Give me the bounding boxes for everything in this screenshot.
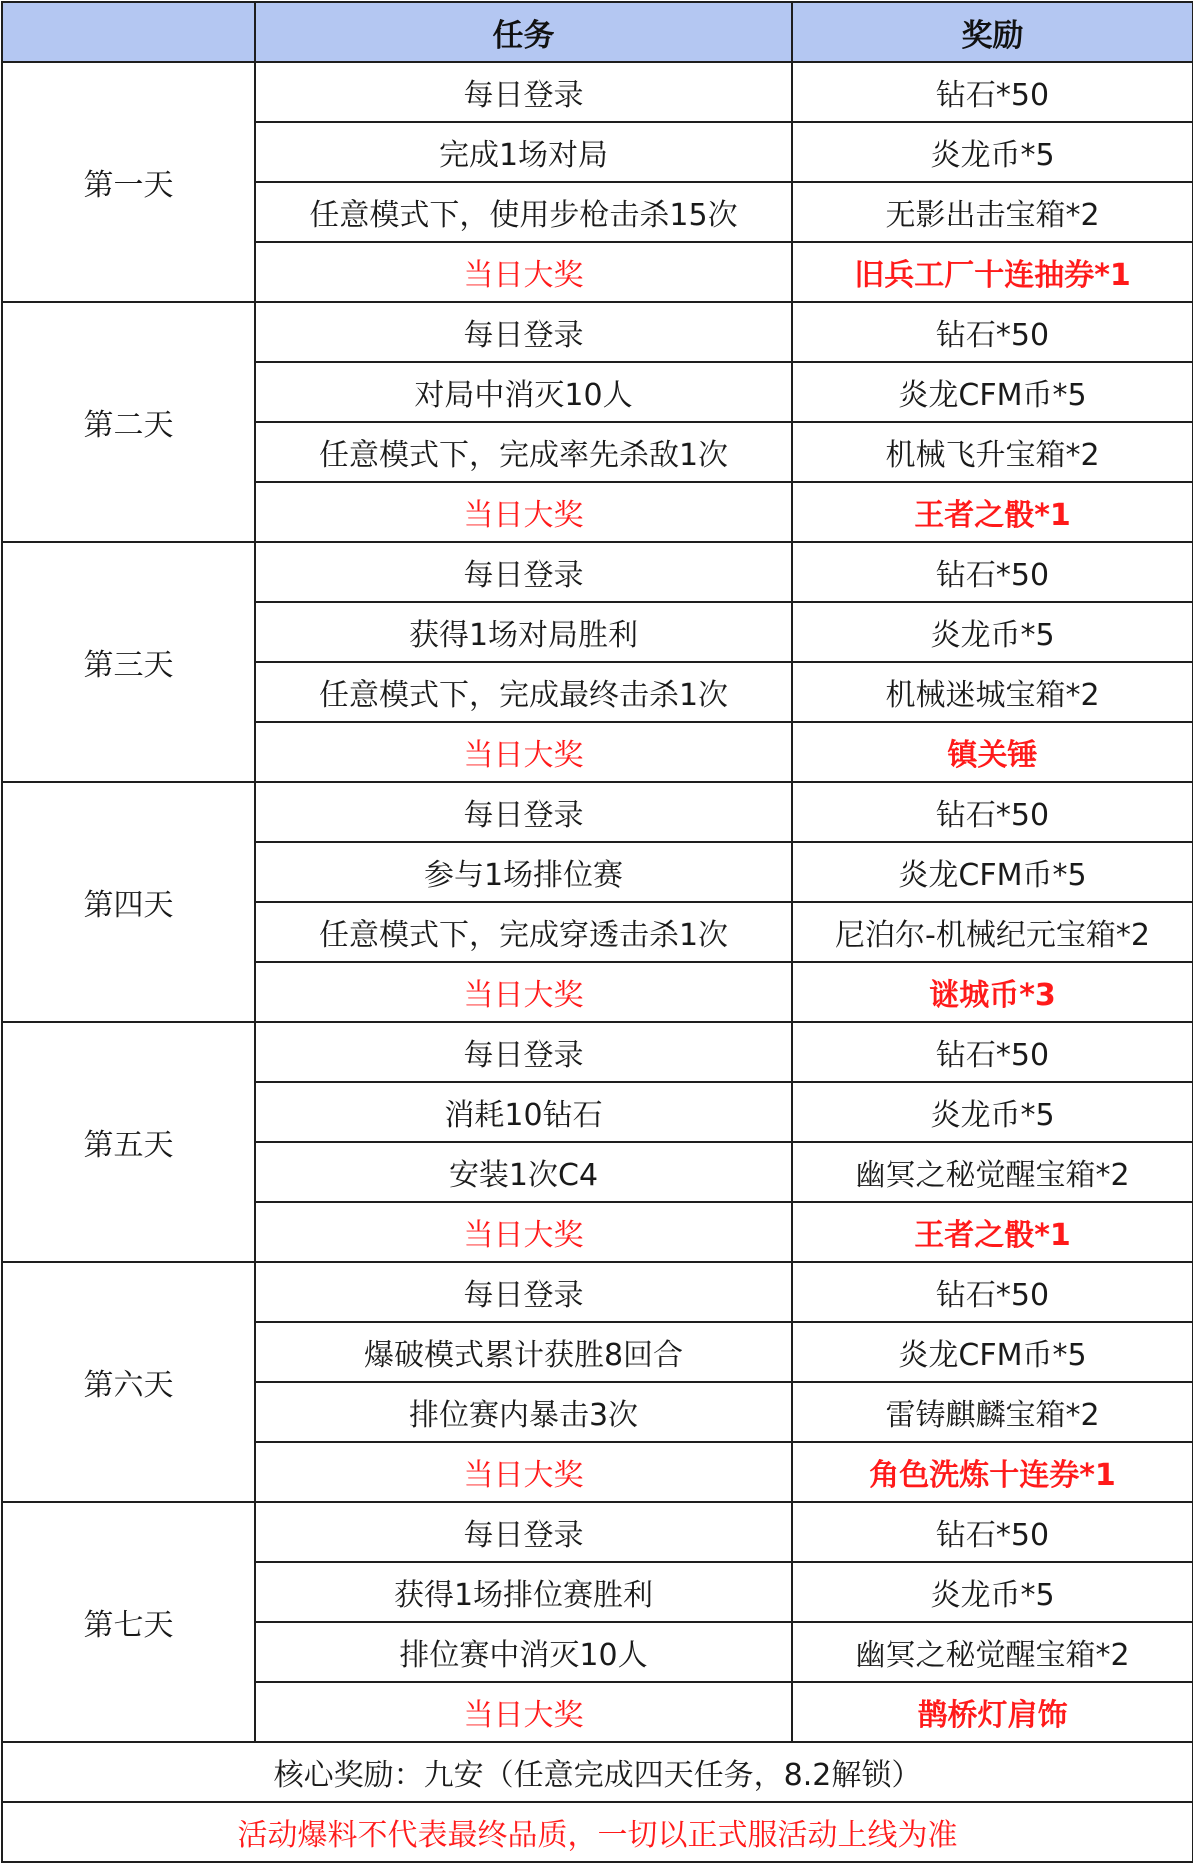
- reward-cell: 尼泊尔-机械纪元宝箱*2: [792, 902, 1193, 962]
- task-cell: 每日登录: [255, 1262, 792, 1322]
- reward-cell: 钻石*50: [792, 1022, 1193, 1082]
- reward-cell: 炎龙CFM币*5: [792, 362, 1193, 422]
- day-label: 第一天: [2, 62, 255, 302]
- task-cell: 每日登录: [255, 1022, 792, 1082]
- disclaimer-row: [2, 1802, 1193, 1862]
- task-cell: 消耗10钻石: [255, 1082, 792, 1142]
- task-cell: 参与1场排位赛: [255, 842, 792, 902]
- grand-prize-reward: 鹊桥灯肩饰: [792, 1682, 1193, 1742]
- task-cell: 每日登录: [255, 542, 792, 602]
- grand-prize-reward: 镇关锤: [792, 722, 1193, 782]
- core-reward-text: 核心奖励：九安（任意完成四天任务，8.2解锁）: [2, 1742, 1193, 1802]
- reward-cell: 炎龙币*5: [792, 1082, 1193, 1142]
- day-label: 第三天: [2, 542, 255, 782]
- task-cell: 完成1场对局: [255, 122, 792, 182]
- reward-cell: 钻石*50: [792, 1262, 1193, 1322]
- reward-cell: 钻石*50: [792, 782, 1193, 842]
- task-cell: 获得1场对局胜利: [255, 602, 792, 662]
- grand-prize-label: 当日大奖: [255, 722, 792, 782]
- reward-cell: 炎龙CFM币*5: [792, 1322, 1193, 1382]
- grand-prize-label: 当日大奖: [255, 962, 792, 1022]
- table-row: [2, 302, 1193, 362]
- table-row: [2, 1502, 1193, 1562]
- grand-prize-reward: 谜城币*3: [792, 962, 1193, 1022]
- task-cell: 每日登录: [255, 1502, 792, 1562]
- task-cell: 获得1场排位赛胜利: [255, 1562, 792, 1622]
- core-reward-row: [2, 1742, 1193, 1802]
- reward-cell: 炎龙币*5: [792, 602, 1193, 662]
- task-cell: 任意模式下，完成最终击杀1次: [255, 662, 792, 722]
- task-cell: 每日登录: [255, 62, 792, 122]
- reward-cell: 无影出击宝箱*2: [792, 182, 1193, 242]
- task-cell: 任意模式下，完成穿透击杀1次: [255, 902, 792, 962]
- reward-cell: 炎龙CFM币*5: [792, 842, 1193, 902]
- grand-prize-reward: 王者之骰*1: [792, 1202, 1193, 1262]
- table-header-row: [2, 2, 1193, 62]
- table-row: [2, 782, 1193, 842]
- grand-prize-label: 当日大奖: [255, 242, 792, 302]
- reward-column-header: 奖励: [792, 2, 1193, 62]
- grand-prize-label: 当日大奖: [255, 1682, 792, 1742]
- day-label: 第四天: [2, 782, 255, 1022]
- table-row: [2, 62, 1193, 122]
- grand-prize-reward: 旧兵工厂十连抽券*1: [792, 242, 1193, 302]
- grand-prize-label: 当日大奖: [255, 1442, 792, 1502]
- reward-cell: 机械迷城宝箱*2: [792, 662, 1193, 722]
- grand-prize-reward: 角色洗炼十连券*1: [792, 1442, 1193, 1502]
- reward-cell: 钻石*50: [792, 302, 1193, 362]
- reward-cell: 炎龙币*5: [792, 122, 1193, 182]
- table-body: [2, 62, 1193, 1862]
- day-label: 第二天: [2, 302, 255, 542]
- task-cell: 爆破模式累计获胜8回合: [255, 1322, 792, 1382]
- reward-cell: 雷铸麒麟宝箱*2: [792, 1382, 1193, 1442]
- reward-cell: 炎龙币*5: [792, 1562, 1193, 1622]
- day-label: 第六天: [2, 1262, 255, 1502]
- task-cell: 每日登录: [255, 782, 792, 842]
- reward-cell: 幽冥之秘觉醒宝箱*2: [792, 1622, 1193, 1682]
- task-cell: 安装1次C4: [255, 1142, 792, 1202]
- task-column-header: 任务: [255, 2, 792, 62]
- grand-prize-label: 当日大奖: [255, 482, 792, 542]
- reward-cell: 幽冥之秘觉醒宝箱*2: [792, 1142, 1193, 1202]
- day-column-header: [2, 2, 255, 62]
- task-reward-table: [1, 1, 1193, 1863]
- reward-cell: 钻石*50: [792, 62, 1193, 122]
- task-cell: 任意模式下，完成率先杀敌1次: [255, 422, 792, 482]
- task-cell: 对局中消灭10人: [255, 362, 792, 422]
- reward-cell: 钻石*50: [792, 1502, 1193, 1562]
- task-cell: 排位赛内暴击3次: [255, 1382, 792, 1442]
- reward-cell: 机械飞升宝箱*2: [792, 422, 1193, 482]
- day-label: 第五天: [2, 1022, 255, 1262]
- table-row: [2, 1022, 1193, 1082]
- table-row: [2, 542, 1193, 602]
- task-cell: 任意模式下，使用步枪击杀15次: [255, 182, 792, 242]
- grand-prize-reward: 王者之骰*1: [792, 482, 1193, 542]
- task-cell: 每日登录: [255, 302, 792, 362]
- grand-prize-label: 当日大奖: [255, 1202, 792, 1262]
- reward-cell: 钻石*50: [792, 542, 1193, 602]
- table-row: [2, 1262, 1193, 1322]
- day-label: 第七天: [2, 1502, 255, 1742]
- task-cell: 排位赛中消灭10人: [255, 1622, 792, 1682]
- disclaimer-text: 活动爆料不代表最终品质，一切以正式服活动上线为准: [2, 1802, 1193, 1862]
